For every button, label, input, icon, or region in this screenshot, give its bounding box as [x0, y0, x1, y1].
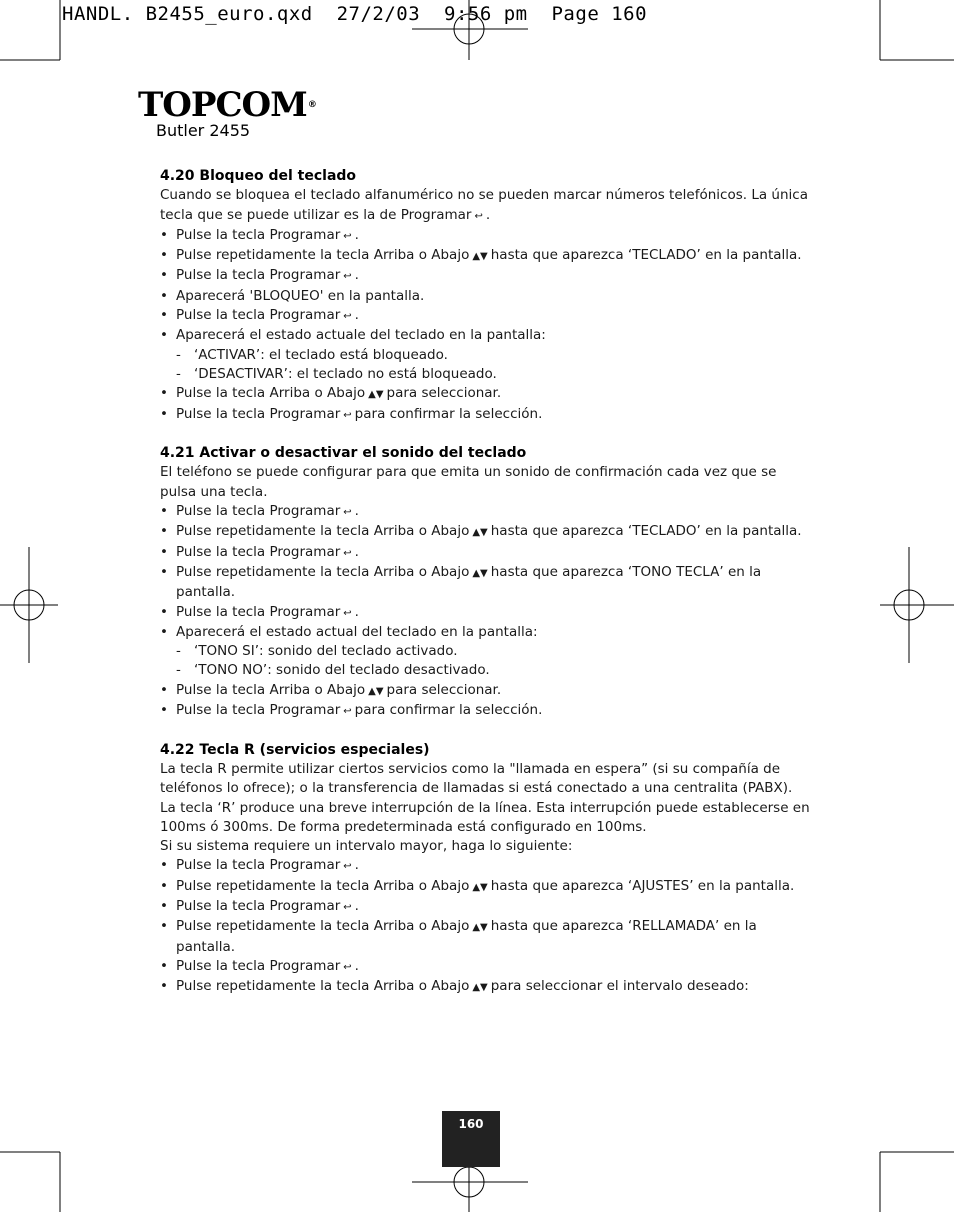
updown-key-icon: ▲▼ [472, 982, 488, 994]
model-name: Butler 2455 [156, 121, 251, 140]
updown-key-icon: ▲▼ [472, 527, 488, 539]
section-title: 4.22 Tecla R (servicios especiales) [160, 741, 430, 758]
section-intro-2: Si su sistema requiere un intervalo mayor, haga lo siguiente: [160, 838, 573, 855]
program-key-icon: ↩ [343, 961, 352, 973]
list-item: • Pulse la tecla Programar ↩ . [160, 306, 810, 326]
list-item: • Aparecerá 'BLOQUEO' en la pantalla. [160, 287, 810, 306]
program-key-icon: ↩ [343, 507, 352, 519]
section-title: 4.20 Bloqueo del teclado [160, 168, 357, 184]
logo-text: TOPCOM [138, 85, 307, 125]
list-item: • Pulse la tecla Programar ↩ . [160, 603, 810, 623]
list-item: • Pulse la tecla Programar ↩ . [160, 266, 810, 286]
program-key-icon: ↩ [343, 311, 352, 323]
list-item: • Pulse la tecla Programar ↩ . [160, 502, 810, 522]
updown-key-icon: ▲▼ [368, 389, 384, 401]
updown-key-icon: ▲▼ [472, 251, 488, 263]
program-key-icon: ↩ [343, 230, 352, 242]
list-subitem: - ‘TONO NO’: sonido del teclado desactivado. [176, 662, 490, 679]
list-item: • Pulse la tecla Arriba o Abajo ▲▼ para seleccionar. [160, 384, 810, 404]
updown-key-icon: ▲▼ [472, 922, 488, 934]
file-slug: HANDL. B2455_euro.qxd 27/2/03 9:56 pm Page 160 [62, 3, 648, 25]
program-key-icon: ↩ [343, 861, 352, 873]
list-item: • Pulse repetidamente la tecla Arriba o Abajo ▲▼ hasta que aparezca ‘AJUSTES’ en la pantalla. [160, 877, 810, 897]
program-key-icon: ↩ [343, 706, 352, 718]
list-item: • Pulse la tecla Programar ↩ . [160, 897, 810, 917]
list-item: • Aparecerá el estado actual del teclado en la pantalla: [160, 623, 810, 642]
list-item: • Pulse repetidamente la tecla Arriba o Abajo ▲▼ hasta que aparezca ‘TONO TECLA’ en la pantalla. [160, 563, 810, 603]
list-item: • Pulse la tecla Programar ↩ . [160, 543, 810, 563]
program-key-icon: ↩ [343, 547, 352, 559]
step-list [160, 226, 810, 425]
updown-key-icon: ▲▼ [368, 685, 384, 697]
list-item: • Aparecerá el estado actuale del teclado en la pantalla: [160, 326, 810, 345]
program-key-icon: ↩ [343, 271, 352, 283]
list-subitem: - ‘DESACTIVAR’: el teclado no está bloqueado. [176, 365, 497, 382]
list-item: • Pulse repetidamente la tecla Arriba o Abajo ▲▼ para seleccionar el intervalo deseado: [160, 977, 810, 997]
list-item: • Pulse repetidamente la tecla Arriba o Abajo ▲▼ hasta que aparezca ‘TECLADO’ en la pantalla. [160, 246, 810, 266]
list-item: • Pulse la tecla Programar ↩ para confirmar la selección. [160, 405, 810, 425]
program-key-icon: ↩ [343, 607, 352, 619]
section-intro: La tecla R permite utilizar ciertos servicios como la "llamada en espera” (si su compañía de teléfonos lo ofrece); o la transferencia de llamadas si está conectado a una centralita (PABX). La tecla ‘R’ produce una breve interrupción de la línea. Esta interrupción puede establecerse en 100ms ó 300ms. De forma predeterminada está configurado en 100ms. [160, 760, 810, 835]
section-title: 4.21 Activar o desactivar el sonido del teclado [160, 445, 527, 462]
section-intro: El teléfono se puede configurar para que emita un sonido de confirmación cada vez que se pulsa una tecla. [160, 464, 777, 500]
program-key-icon: ↩ [474, 210, 483, 222]
list-item: • Pulse la tecla Arriba o Abajo ▲▼ para seleccionar. [160, 681, 810, 701]
list-item: • Pulse repetidamente la tecla Arriba o Abajo ▲▼ hasta que aparezca ‘TECLADO’ en la pantalla. [160, 522, 810, 542]
list-subitem: - ‘TONO SI’: sonido del teclado activado. [176, 643, 458, 660]
registered-mark: ® [307, 100, 317, 110]
list-subitem: - ‘ACTIVAR’: el teclado está bloqueado. [176, 346, 448, 363]
list-item: • Pulse la tecla Programar ↩ . [160, 856, 810, 876]
program-key-icon: ↩ [343, 901, 352, 913]
program-key-icon: ↩ [343, 409, 352, 421]
list-item: • Pulse la tecla Programar ↩ . [160, 957, 810, 977]
list-item: • Pulse la tecla Programar ↩ . [160, 226, 810, 246]
page-number: 160 [442, 1111, 500, 1167]
page-content [160, 167, 810, 997]
section-intro: Cuando se bloquea el teclado alfanumérico no se pueden marcar números telefónicos. La única tecla que se puede utilizar es la de Programar ↩ . [160, 186, 810, 226]
topcom-logo [138, 85, 317, 125]
updown-key-icon: ▲▼ [472, 881, 488, 893]
updown-key-icon: ▲▼ [472, 567, 488, 579]
list-item: • Pulse la tecla Programar ↩ para confirmar la selección. [160, 701, 810, 721]
step-list [160, 856, 810, 997]
step-list [160, 502, 810, 721]
list-item: • Pulse repetidamente la tecla Arriba o Abajo ▲▼ hasta que aparezca ‘RELLAMADA’ en la pantalla. [160, 917, 810, 957]
